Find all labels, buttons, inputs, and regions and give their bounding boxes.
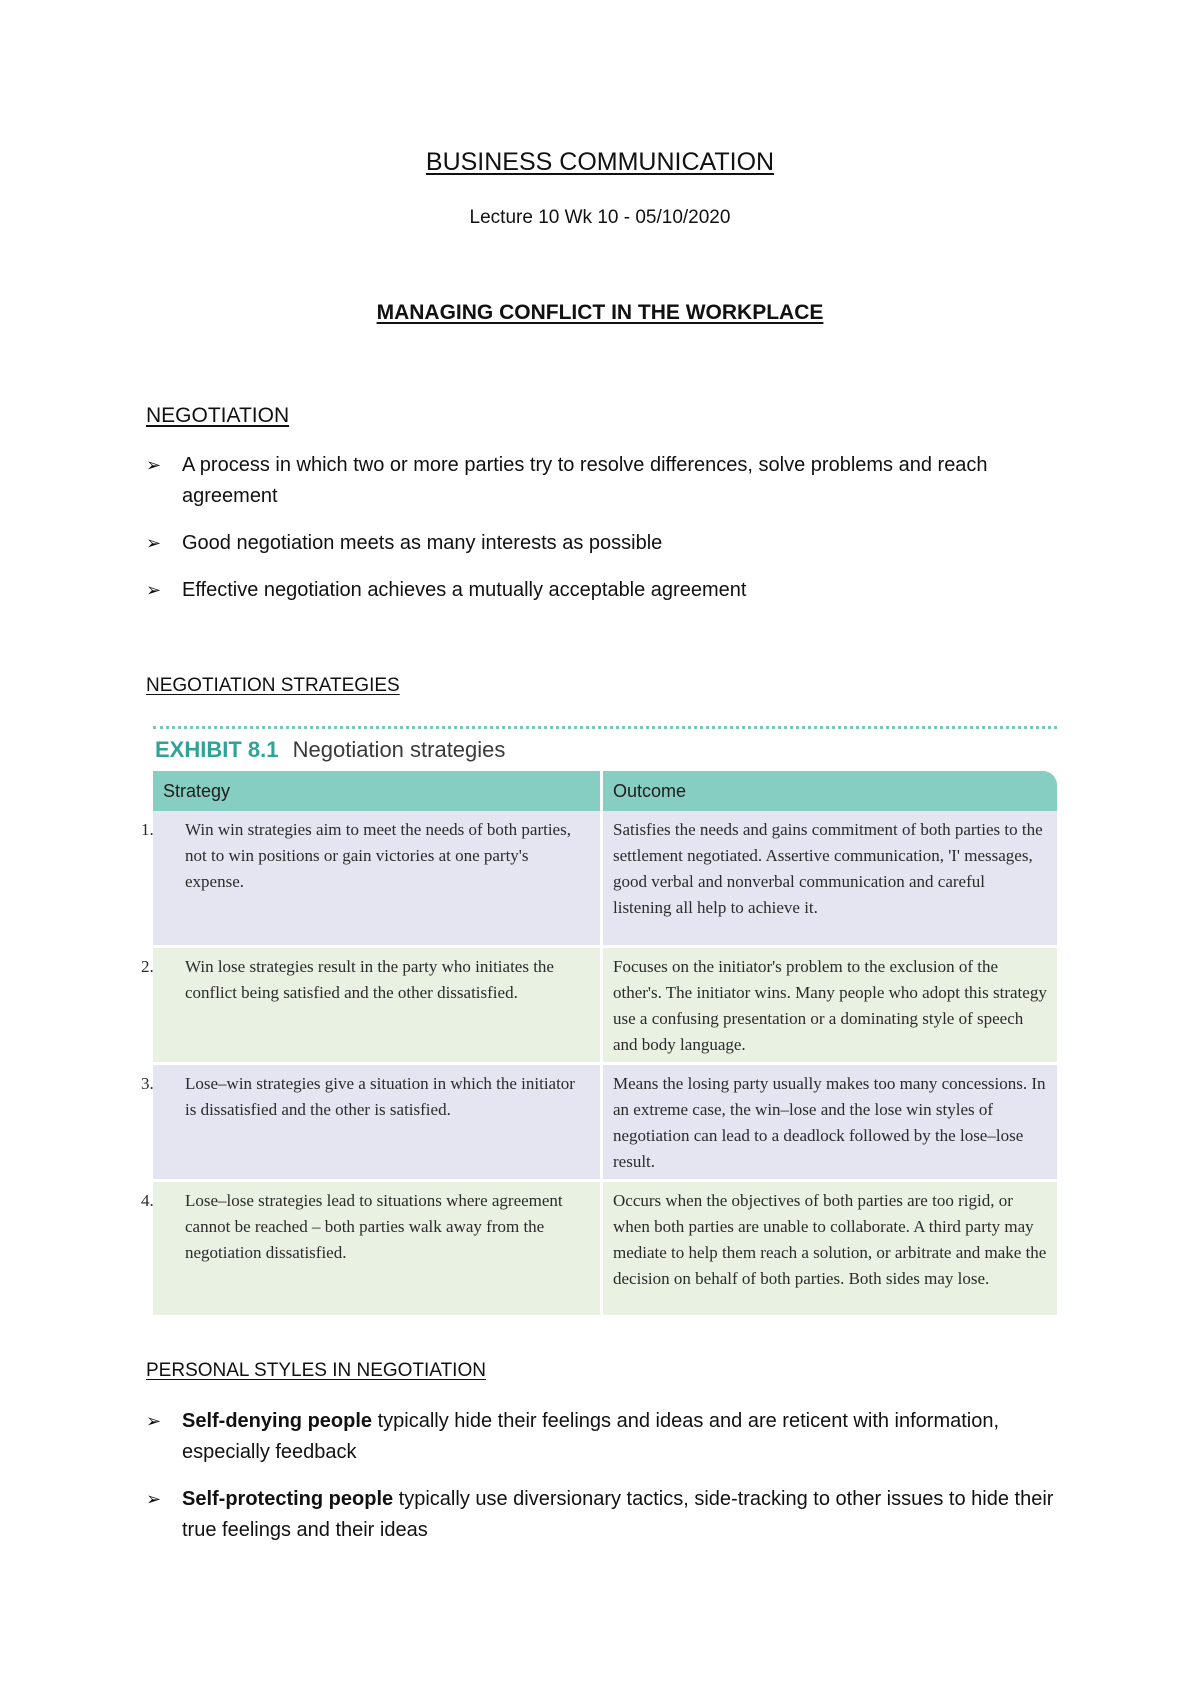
style-term: Self-protecting people bbox=[182, 1488, 394, 1510]
style-description: typically use diversionary tactics, side-tracking to other issues to hide their true feelings and their ideas bbox=[182, 1488, 1054, 1541]
arrow-bullet-icon: ➢ bbox=[146, 1489, 162, 1510]
personal-styles-heading: PERSONAL STYLES IN NEGOTIATION bbox=[146, 1360, 486, 1381]
arrow-bullet-icon: ➢ bbox=[146, 455, 162, 476]
style-description: typically hide their feelings and ideas and are reticent with information, especially feedback bbox=[182, 1410, 1000, 1463]
personal-styles-list bbox=[146, 1406, 1056, 1562]
strategy-text: Win lose strategies result in the party who initiates the conflict being satisfied and the other dissatisfied. bbox=[185, 957, 554, 1002]
negotiation-heading: NEGOTIATION bbox=[146, 404, 290, 427]
list-item bbox=[146, 450, 1056, 512]
row-number: 3. bbox=[141, 1074, 154, 1093]
column-header-outcome: Outcome bbox=[603, 771, 1057, 811]
exhibit-number: EXHIBIT 8.1 bbox=[155, 737, 279, 762]
strategies-table bbox=[141, 771, 1057, 1318]
dotted-divider bbox=[153, 726, 1057, 729]
row-number: 4. bbox=[141, 1191, 154, 1210]
table-row bbox=[153, 948, 1057, 1065]
arrow-bullet-icon: ➢ bbox=[146, 1411, 162, 1432]
outcome-cell: Focuses on the initiator's problem to the exclusion of the other's. The initiator wins. Many people who adopt this strategy use a confusing presentation or a dominating style of speech and body language. bbox=[603, 948, 1057, 1065]
bullet-text: Effective negotiation achieves a mutually acceptable agreement bbox=[182, 579, 747, 601]
strategy-text: Lose–lose strategies lead to situations where agreement cannot be reached – both parties walk away from the negotiation dissatisfied. bbox=[185, 1191, 563, 1262]
bullet-text: A process in which two or more parties try to resolve differences, solve problems and reach agreement bbox=[182, 454, 988, 507]
arrow-bullet-icon: ➢ bbox=[146, 533, 162, 554]
strategy-cell bbox=[141, 1182, 603, 1318]
strategy-text: Win win strategies aim to meet the needs of both parties, not to win positions or gain victories at one party's expense. bbox=[185, 820, 571, 891]
strategy-cell bbox=[141, 1065, 603, 1182]
table-header-row bbox=[153, 771, 1057, 811]
table-row bbox=[153, 1065, 1057, 1182]
outcome-cell: Means the losing party usually makes too many concessions. In an extreme case, the win–lose and the lose win styles of negotiation can lead to a deadlock followed by the lose–lose result. bbox=[603, 1065, 1057, 1182]
outcome-cell: Satisfies the needs and gains commitment of both parties to the settlement negotiated. Assertive communication, 'I' messages, good verbal and nonverbal communication and careful listening all help to achieve it. bbox=[603, 811, 1057, 948]
column-header-strategy: Strategy bbox=[153, 771, 603, 811]
list-item bbox=[146, 1484, 1056, 1546]
table-row bbox=[153, 811, 1057, 948]
exhibit-title: Negotiation strategies bbox=[292, 737, 506, 762]
document-title: BUSINESS COMMUNICATION bbox=[425, 148, 775, 176]
outcome-cell: Occurs when the objectives of both parties are too rigid, or when both parties are unable to collaborate. A third party may mediate to help them reach a solution, or arbitrate and make the decision on behalf of both parties. Both sides may lose. bbox=[603, 1182, 1057, 1318]
arrow-bullet-icon: ➢ bbox=[146, 580, 162, 601]
list-item bbox=[146, 1406, 1056, 1468]
exhibit-figure bbox=[141, 726, 1057, 1318]
list-item bbox=[146, 575, 1056, 606]
negotiation-bullet-list bbox=[146, 450, 1056, 622]
bullet-text: Good negotiation meets as many interests as possible bbox=[182, 532, 663, 554]
exhibit-heading bbox=[155, 737, 1057, 763]
row-number: 1. bbox=[141, 820, 154, 839]
strategy-text: Lose–win strategies give a situation in which the initiator is dissatisfied and the other is satisfied. bbox=[185, 1074, 575, 1119]
table-row bbox=[153, 1182, 1057, 1318]
strategy-cell bbox=[141, 811, 603, 948]
row-number: 2. bbox=[141, 957, 154, 976]
strategies-heading: NEGOTIATION STRATEGIES bbox=[146, 675, 400, 696]
list-item bbox=[146, 528, 1056, 559]
style-term: Self-denying people bbox=[182, 1410, 373, 1432]
topic-title: MANAGING CONFLICT IN THE WORKPLACE bbox=[376, 301, 824, 324]
strategy-cell bbox=[141, 948, 603, 1065]
lecture-subtitle: Lecture 10 Wk 10 - 05/10/2020 bbox=[469, 207, 731, 228]
